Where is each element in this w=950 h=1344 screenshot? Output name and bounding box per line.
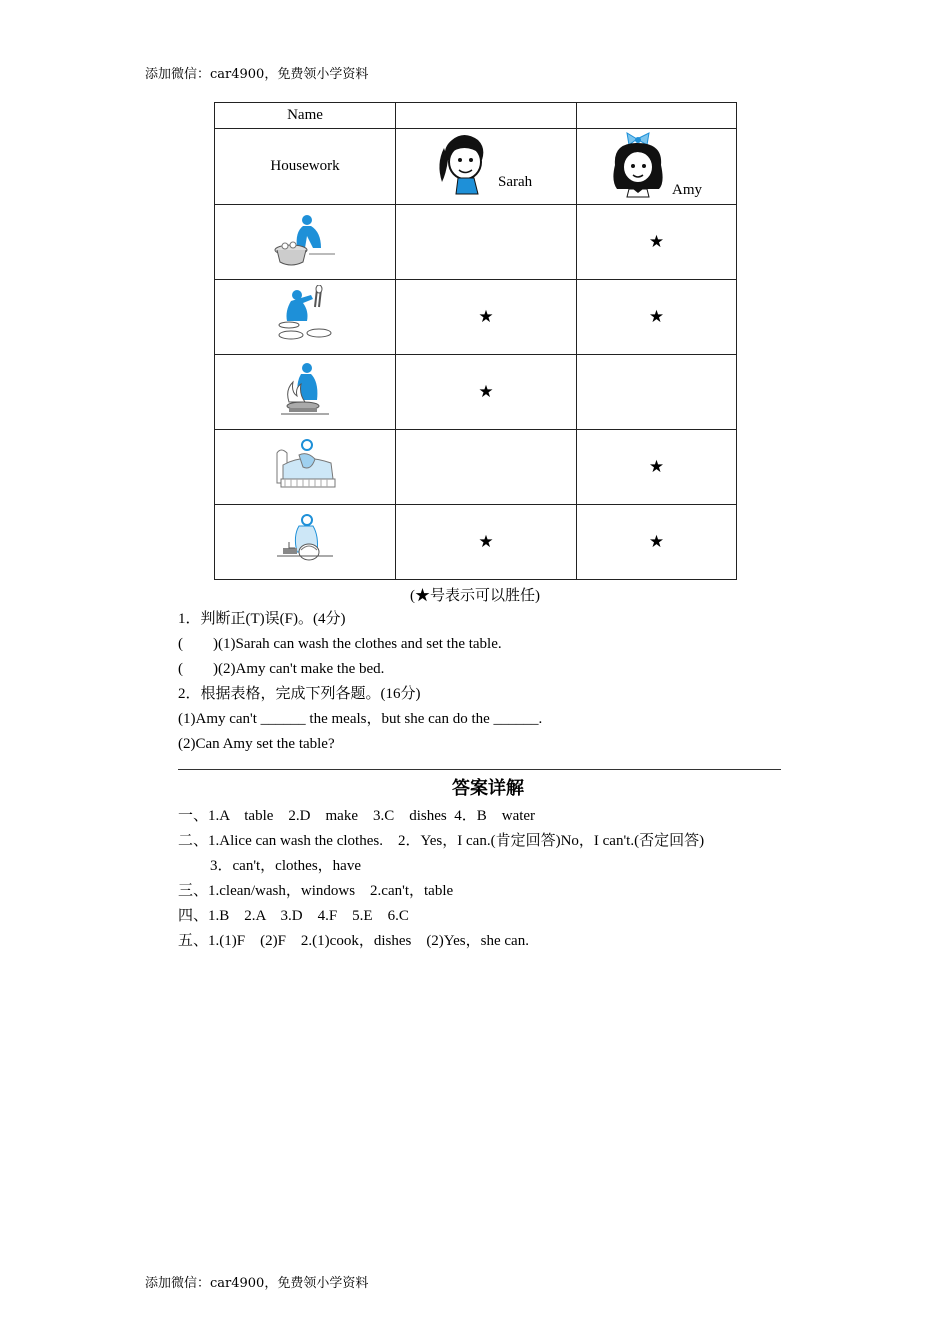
answer-line: 一、1.A table 2.D make 3.C dishes 4．B water xyxy=(178,808,536,824)
sarah-task-cell xyxy=(396,280,577,355)
housework-table xyxy=(214,102,737,580)
cooking-icon xyxy=(277,360,333,420)
question-line: 2．根据表格，完成下列各题。(16分) xyxy=(178,686,421,702)
amy-task-cell xyxy=(577,205,737,280)
answers-title: 答案详解 xyxy=(452,778,524,799)
footer-watermark: 添加微信：car4900，免费领小学资料 xyxy=(145,1276,369,1291)
amy-portrait-icon xyxy=(607,131,671,199)
sarah-name: Sarah xyxy=(498,174,533,190)
sarah-task-cell xyxy=(396,505,577,580)
amy-task-cell xyxy=(577,505,737,580)
task-row-making-bed xyxy=(215,430,737,505)
answer-line: 四、1.B 2.A 3.D 4.F 5.E 6.C xyxy=(178,908,409,924)
empty-cell xyxy=(396,103,577,129)
amy-cell xyxy=(577,129,737,205)
exercise-section xyxy=(178,607,798,954)
task-row-washing-clothes xyxy=(215,205,737,280)
sarah-portrait-icon xyxy=(434,134,494,196)
question-line: ( )(2)Amy can't make the bed. xyxy=(178,661,385,677)
name-row xyxy=(215,103,737,129)
answer-line: 二、1.Alice can wash the clothes. 2．Yes，I can.(肯定回答)No，I can't.(否定回答) xyxy=(178,833,705,849)
name-header: Name xyxy=(215,103,396,129)
question-line: (2)Can Amy set the table? xyxy=(178,736,335,752)
question-line: ( )(1)Sarah can wash the clothes and set the table. xyxy=(178,636,502,652)
question-line: 1．判断正(T)误(F)。(4分) xyxy=(178,611,346,627)
amy-star: ★ xyxy=(648,307,665,327)
header-watermark: 添加微信：car4900，免费领小学资料 xyxy=(145,67,369,82)
washing-dishes-icon xyxy=(273,512,337,568)
task-image-cell xyxy=(215,205,396,280)
sarah-star: ★ xyxy=(478,307,494,327)
housework-row xyxy=(215,129,737,205)
divider xyxy=(178,769,781,770)
task-image-cell xyxy=(215,505,396,580)
sarah-task-cell xyxy=(396,430,577,505)
amy-star: ★ xyxy=(648,532,665,552)
housework-header: Housework xyxy=(215,129,396,205)
answer-line: 五、1.(1)F (2)F 2.(1)cook，dishes (2)Yes，she can. xyxy=(178,933,529,949)
answer-line: 三、1.clean/wash，windows 2.can't，table xyxy=(178,883,454,899)
task-image-cell xyxy=(215,280,396,355)
answer-line: 3．can't，clothes，have xyxy=(210,858,361,874)
setting-table-icon xyxy=(273,285,337,345)
sarah-task-cell xyxy=(396,205,577,280)
amy-task-cell xyxy=(577,355,737,430)
task-row-cooking xyxy=(215,355,737,430)
question-line: (1)Amy can't ______ the meals，but she can do the ______. xyxy=(178,711,543,727)
sarah-star: ★ xyxy=(478,382,494,402)
sarah-cell xyxy=(396,129,577,205)
amy-task-cell xyxy=(577,280,737,355)
task-image-cell xyxy=(215,430,396,505)
making-bed-icon xyxy=(273,437,337,493)
amy-star: ★ xyxy=(648,457,665,477)
sarah-star: ★ xyxy=(478,532,494,552)
empty-cell xyxy=(577,103,737,129)
task-image-cell xyxy=(215,355,396,430)
task-row-setting-table xyxy=(215,280,737,355)
amy-star: ★ xyxy=(648,232,665,252)
amy-name: Amy xyxy=(672,182,702,198)
table-caption: (★号表示可以胜任) xyxy=(410,588,540,604)
washing-clothes-icon xyxy=(273,212,337,268)
amy-task-cell xyxy=(577,430,737,505)
sarah-task-cell xyxy=(396,355,577,430)
task-row-washing-dishes xyxy=(215,505,737,580)
